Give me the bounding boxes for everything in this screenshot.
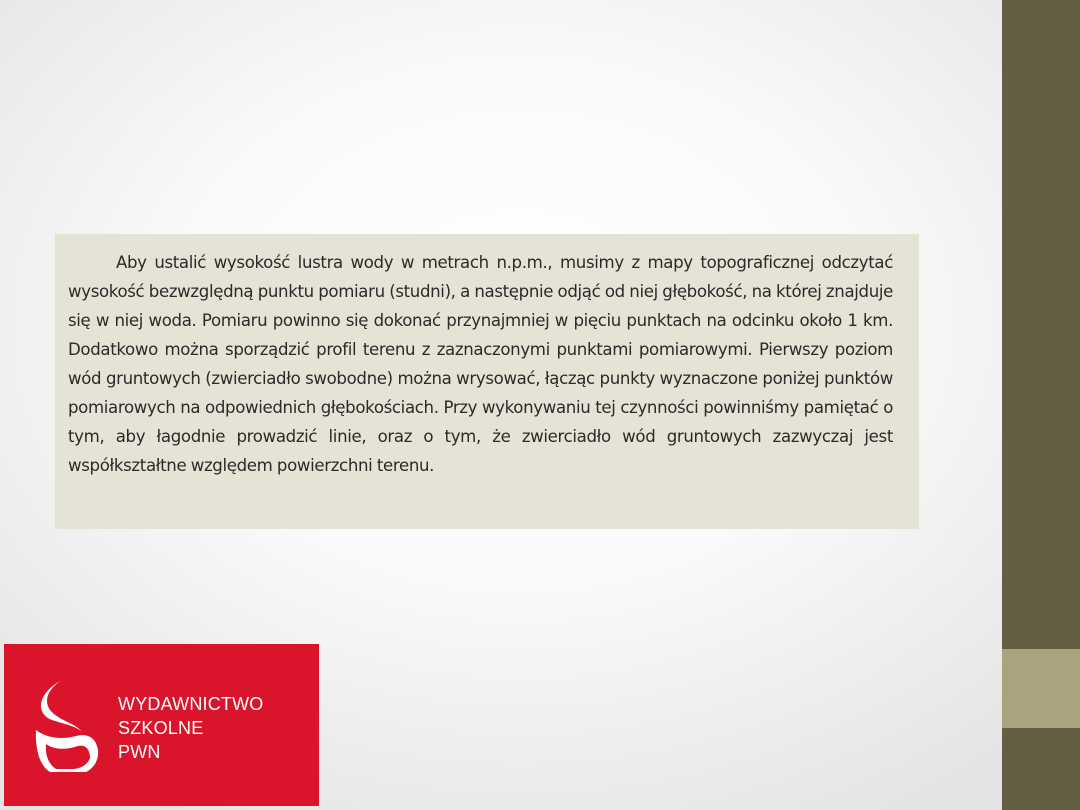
logo-line-3: PWN <box>118 742 161 762</box>
logo-line-1: WYDAWNICTWO <box>118 694 264 714</box>
publisher-logo <box>4 644 319 806</box>
side-decoration-accent <box>1002 649 1080 728</box>
logo-line-2: SZKOLNE <box>118 718 204 738</box>
body-paragraph: Aby ustalić wysokość lustra wody w metrach n.p.m., musimy z mapy topograficznej odczytać wysokość bezwzględną punktu pomiaru (studni), a następnie odjąć od niej głębokość, na której znajduje się w niej woda. Pomiaru powinno się dokonać przynajmniej w pięciu punktach na odcinku około 1 km. Dodatkowo można sporządzić profil terenu z zaznaczonymi punktami pomiarowymi. Pierwszy poziom wód gruntowych (zwierciadło swobodne) można wrysować, łącząc punkty wyznaczone poniżej punktów pomiarowych na odpowiednich głębokościach. Przy wykonywaniu tej czynności powinniśmy pamiętać o tym, aby łagodnie prowadzić linie, oraz o tym, że zwierciadło wód gruntowych zazwyczaj jest współkształtne względem powierzchni terenu. <box>68 253 893 475</box>
pwn-swan-logo-icon <box>32 678 104 774</box>
logo-wordmark <box>118 692 264 764</box>
text-box <box>55 234 919 529</box>
